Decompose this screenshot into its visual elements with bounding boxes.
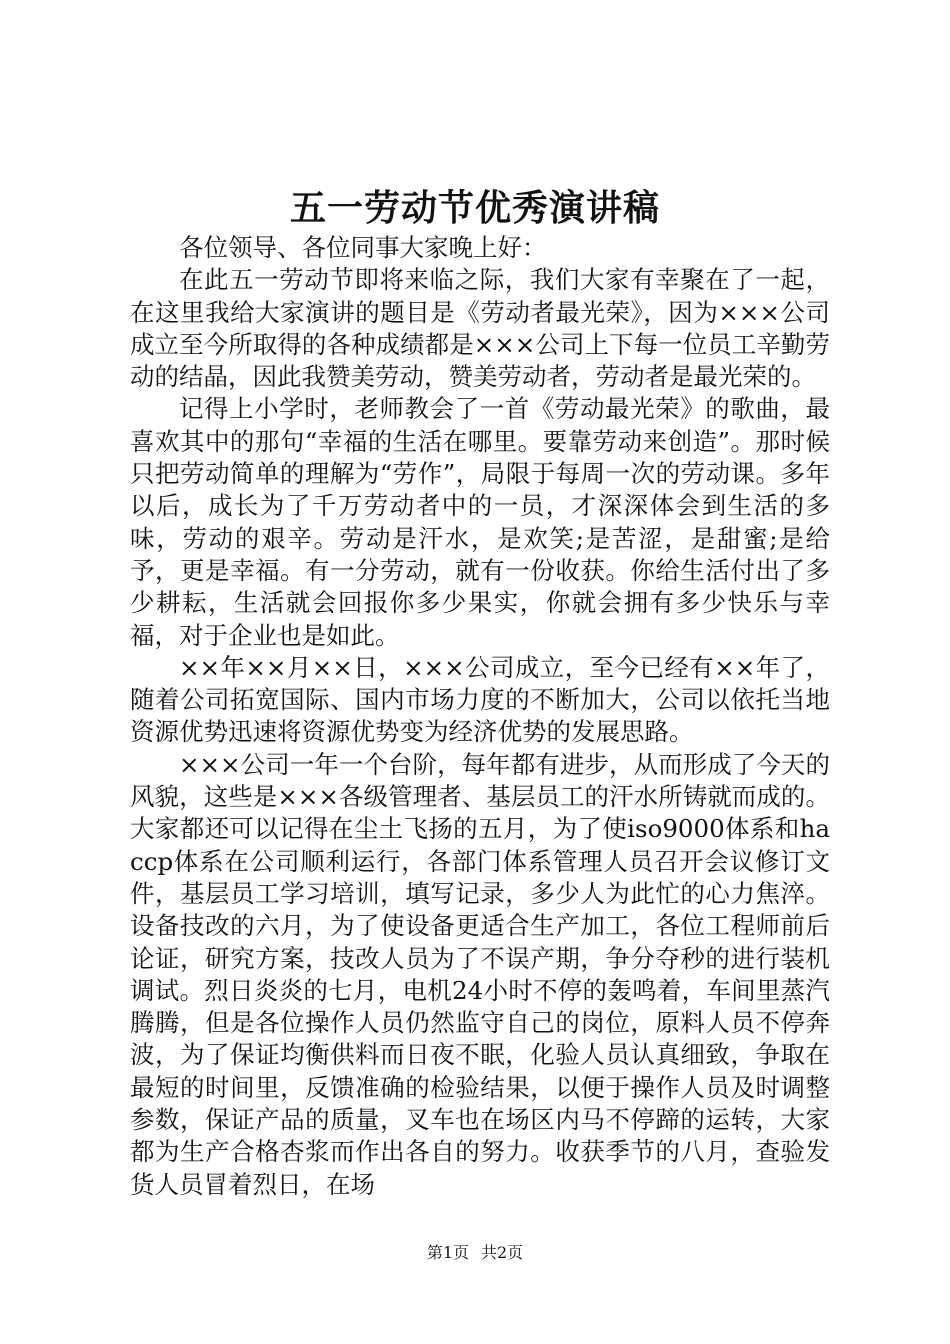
page-number: 第1页	[426, 1243, 469, 1262]
body-paragraph: 记得上小学时，老师教会了一首《劳动最光荣》的歌曲，最喜欢其中的那句“幸福的生活在哪里。要靠劳动来创造”。那时候只把劳动简单的理解为“劳作”，局限于每周一次的劳动课。多年以后，成长为了千万劳动者中的一员，才深深体会到生活的多味，劳动的艰辛。劳动是汗水，是欢笑;是苦涩，是甜蜜;是给予，更是幸福。有一分劳动，就有一份收获。你给生活付出了多少耕耘，生活就会回报你多少果实，你就会拥有多少快乐与幸福，对于企业也是如此。	[130, 394, 830, 650]
body-paragraph: 在此五一劳动节即将来临之际，我们大家有幸聚在了一起，在这里我给大家演讲的题目是《劳动者最光荣》，因为×××公司成立至今所取得的各种成绩都是×××公司上下每一位员工辛勤劳动的结晶，因此我赞美劳动，赞美劳动者，劳动者是最光荣的。	[130, 265, 830, 392]
greeting-paragraph: 各位领导、各位同事大家晚上好：	[179, 233, 547, 262]
body-paragraph: ×××公司一年一个台阶，每年都有进步，从而形成了今天的风貌，这些是×××各级管理者、基层员工的汗水所铸就而成的。大家都还可以记得在尘土飞扬的五月，为了使iso9000体系和haccp体系在公司顺利运行，各部门体系管理人员召开会议修订文件，基层员工学习培训，填写记录，多少人为此忙的心力焦淬。设备技改的六月，为了使设备更适合生产加工，各位工程师前后论证，研究方案，技改人员为了不误产期，争分夺秒的进行装机调试。烈日炎炎的七月，电机24小时不停的轰鸣着，车间里蒸汽腾腾，但是各位操作人员仍然监守自己的岗位，原料人员不停奔波，为了保证均衡供料而日夜不眠，化验人员认真细致，争取在最短的时间里，反馈准确的检验结果，以便于操作人员及时调整参数，保证产品的质量，叉车也在场区内马不停蹄的运转，大家都为生产合格杏浆而作出各自的努力。收获季节的八月，查验发货人员冒着烈日，在场	[130, 749, 830, 1199]
document-body	[130, 232, 830, 1201]
body-paragraph: ××年××月××日，×××公司成立，至今已经有××年了，随着公司拓宽国际、国内市场力度的不断加大，公司以依托当地资源优势迅速将资源优势变为经济优势的发展思路。	[130, 652, 830, 747]
page-total: 共2页	[481, 1243, 524, 1262]
page-footer	[0, 1241, 950, 1265]
document-title: 五一劳动节优秀演讲稿	[289, 187, 660, 229]
